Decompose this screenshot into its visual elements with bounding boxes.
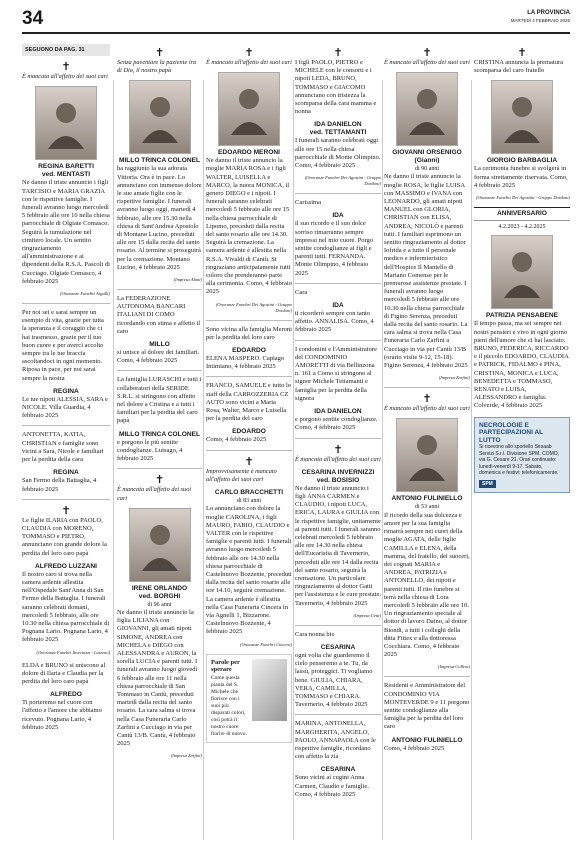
advertisement-box [474, 417, 570, 494]
divider [206, 450, 292, 451]
person-icon [46, 97, 86, 149]
divider [117, 468, 202, 469]
funeral-agency: (Impresa Colliva) [438, 664, 470, 670]
deceased-name: CARLO BRACCHETTI [214, 489, 284, 497]
deceased-name: REGINA [53, 469, 79, 477]
deceased-name: IRENE ORLANDO [131, 584, 188, 592]
divider [295, 283, 381, 284]
poem-content [211, 659, 248, 738]
ad-text: Si ricevono allo sportello Sesaab Servizi S.r.l. Divisione SPM. COMO, via G. Cesare 21. Orari continuato: lunedì-venerdì 9-17. Sabato, domenica e festivi: telefonicamente. [479, 444, 560, 477]
notice-signature: Como, 4 febbraio 2025 [206, 436, 267, 444]
cross-icon: ✝ [61, 60, 71, 74]
cross-icon: ✝ [333, 442, 343, 456]
deceased-name: ALFREDO [50, 691, 82, 699]
notice-signature: Ti porteremo nel cuore con l'affetto e l'amore che abbiamo ricevuto. Pognana Lario, 4 febbraio 2025 [22, 699, 102, 731]
poem-title: Parole per sperare [211, 658, 240, 673]
divider [117, 289, 202, 290]
continued-banner: SEGUONO DA PAG. 31 [22, 44, 110, 56]
anniversary-dates: 4.2.2023 - 4.2.2025 [498, 224, 546, 231]
cross-icon: ✝ [154, 46, 165, 59]
funeral-agency: (Onoranze Funebri Cincera) [240, 641, 292, 647]
column-divider [471, 80, 472, 840]
notice-text: Il tempo passa, ma sei sempre nei nostri pensieri e vivo in ogni giorno pieni dell'amore che ci hai lasciato. BRUNO, FEDERICA, RICCARDO e il piccolo EDOARDO, CLAUDIA e PATRICK, FIDALMO e PINA, CRISTINA, MONICA e LUCA, BENEDETTA e TOMMASO, RENATO e LUISA, ALESSANDRO e famiglia. Colverde, 4 febbraio 2025 [474, 320, 569, 410]
deceased-age: di 96 anni [147, 601, 172, 608]
column-6 [474, 44, 570, 844]
notice-intro: È mancato all'affetto dei suoi cari [384, 405, 470, 413]
funeral-agency: (Impresa Zarfini) [438, 375, 470, 381]
header-rule [22, 32, 570, 34]
divider [295, 625, 381, 626]
deceased-name: REGINA [53, 387, 79, 395]
cross-icon: ✝ [154, 473, 165, 487]
deceased-name: GIOVANNI ORSENIGO [392, 149, 462, 157]
notice-intro: È mancato all'affetto dei suoi cari [206, 59, 292, 66]
notice-text: I condomini e l'Amministratore del CONDOMINIO AMORETTI di via Bellinzona n. 161 a Como si stringono al signor Michele Tettamanti e famiglia per la perdita della signora [295, 345, 377, 402]
issue-date: MARTEDÌ 4 FEBBRAIO 2025 [510, 18, 570, 23]
divider [384, 387, 470, 388]
cross-icon: ✝ [244, 454, 254, 468]
divider [22, 303, 110, 304]
notice-signature: Le tue nipoti ALESSIA, SARA e NICOLE. Villa Guardia, 4 febbraio 2025 [22, 395, 108, 420]
funeral-agency: (Onoranze Funebri Argalli) [60, 291, 110, 297]
notice-text: La famiglia LURASCHI e tutti i collaboratori della SERIDE S.R.L. si stringono con affetto nel dolore a Cristina e a tutti i familiari per la perdita del caro papà [117, 376, 202, 425]
person-icon [140, 91, 180, 143]
column-2 [117, 44, 202, 844]
deceased-name: CESARINA [320, 643, 356, 651]
column-divider [293, 80, 294, 840]
poem-text: Come questa pianta del S. Michele che fiorisce con i suoi più disparati colori, così potrà il nostro cuore fiorire di nuovo. [211, 674, 247, 737]
cross-icon: ✝ [244, 46, 254, 59]
notice-text: il suo ricordo e il suo dolce sorriso rimarranno sempre impressi nel mio cuore. Porgo sentite condoglianze ai figli e parenti tutti. FERNANDA. Monte Olimpino, 4 febbraio 2025 [295, 220, 374, 277]
anniversary-heading: ANNIVERSARIO [474, 207, 570, 221]
deceased-age: di 53 anni [415, 504, 439, 511]
funeral-agency: (Impresa Alani) [173, 277, 202, 283]
column-4 [295, 44, 381, 844]
deceased-name: ALFREDO LUZZANI [35, 562, 97, 570]
person-icon [502, 91, 542, 143]
notice-text: Residenti e Amministratore del CONDOMINIO VIA MONTEVERDE 9 e 11 porgono sentite condoglianze alla famiglia per la perdita del loro caro [384, 682, 470, 731]
cross-icon: ✝ [517, 46, 527, 59]
deceased-name: EDOARDO [232, 347, 266, 355]
funeral-agency: (Impresa Cetti) [353, 612, 381, 618]
deceased-name: MILLO TRINCA COLONEL [118, 430, 201, 438]
divider [22, 425, 110, 426]
notice-text: CRISTINA annuncia la prematura scomparsa del caro fratello [474, 59, 563, 75]
column-3 [206, 44, 292, 844]
deceased-name: EDOARDO [232, 428, 266, 436]
person-icon [229, 83, 269, 135]
cross-icon: ✝ [333, 46, 343, 59]
divider [206, 320, 292, 321]
notice-text: La cerimonia funebre si svolgerà in forma strettamente riservata. Como, 4 febbraio 2025 [474, 165, 568, 189]
deceased-age: di 90 anni [415, 166, 439, 173]
cross-icon: ✝ [422, 392, 432, 406]
deceased-nickname: (Gianni) [414, 157, 440, 165]
deceased-name: REGINA BARETTI [38, 163, 94, 171]
divider [384, 676, 470, 677]
notice-intro: È mancato all'affetto dei suoi cari [384, 59, 470, 66]
notice-text: Il nostro caro si trova nella camera ardente allestita nell'Ospedale Sant'Anna di San Fermo della Battaglia. I funerali saranno celebrati domani, mercoledì 5 febbraio, alle ore 10.30 nella chiesa parrocchiale di Pognana Lario. Pognana Lario, 4 febbraio 2025 [22, 570, 110, 644]
divider [295, 193, 381, 194]
funeral-agency: (Onoranze Funebri Dei Agostini - Gruppo Dordoni) [476, 195, 570, 201]
notice-signature: Sono vicini ai cugini Anna Carmen, Claudio e famiglie. Como, 4 febbraio 2025 [295, 774, 369, 798]
deceased-name: ANTONIO FULINIELLO [391, 495, 463, 503]
divider [22, 499, 110, 500]
notice-text: FRANCO, SAMUELE e tutto lo staff della CARROZZERIA CZ AUTO sono vicini a Maria Rosa, Walter, Marco e Luisella per la perdita del caro [206, 382, 292, 423]
deceased-name: IDA DANIELON [314, 408, 362, 416]
funeral-agency: (Onoranze Funebri Invernizzi - Lezzeno) [36, 649, 110, 655]
notice-text: La FEDERAZIONE AUTONOMA BANCARI ITALIANI DI COMO ricordando con stima e affetto il caro [117, 295, 201, 335]
notice-text: Per noi sei e sarai sempre un esempio di vita, grazie per tutta la speranza e il coraggio che ci hai trasmesso, grazie per il tuo buon cuore e per averci accolto sempre tra le tue braccia ascoltandoci in ogni momento. Riposa in pace, per noi sarai sempre la nostra [22, 309, 104, 382]
divider [295, 340, 381, 341]
person-icon [502, 246, 542, 298]
page-number: 34 [22, 8, 44, 29]
portrait-photo [396, 418, 458, 492]
deceased-name: IDA [332, 302, 344, 310]
notice-text: ti ricorderò sempre con tanto affetto. ANNALISA. Como, 4 febbraio 2025 [295, 310, 374, 334]
deceased-name: ANTONIO FULINIELLO [391, 736, 463, 744]
flower-image [252, 659, 287, 721]
deceased-age: di 83 anni [237, 498, 261, 505]
column-divider [113, 80, 114, 840]
divider [117, 370, 202, 371]
spm-logo: SPM [479, 480, 496, 489]
portrait-photo [35, 86, 97, 160]
deceased-name: EDOARDO MERONI [218, 149, 280, 157]
notice-opening: Cara nonna bis [295, 630, 334, 638]
person-icon [407, 83, 447, 135]
portrait-photo [491, 235, 553, 309]
deceased-name: CESARINA INVERNIZZI [301, 468, 375, 476]
notice-opening: Carissima [295, 199, 321, 207]
notice-text: Ne danno il triste annuncio la moglie MARIA ROSA e i figli WALTER, LUISELLA e MARCO, la nuora MONICA, il genero DIEGO e i nipoti. I funerali saranno celebrati mercoledì 5 febbraio alle ore 15 nella chiesa parrocchiale di Lipomo, preceduti dalla recita del santo rosario alle ore 14.30. Seguirà la cremazione. La camera ardente è allestita nella R.S.A. Vivaldi di Cantù. Si ringraziano anticipatamente tutti coloro che prenderanno parte alla cerimonia. Como, 4 febbraio 2025 [206, 157, 292, 296]
notice-text: I funerali saranno celebrati oggi alle ore 15 nella chiesa parrocchiale di Monte Olimpino. Como, 4 febbraio 2025 [295, 137, 381, 170]
divider [295, 438, 381, 439]
notice-text: ogni volta che guarderemo il cielo penseremo a te. Tu, da lassù, proteggici. Ti vogliamo bene. GIULIA, CHIARA, VERA, CAMILLA, TOMMASO e CHIARA. Tavernerio, 4 febbraio 2025 [295, 651, 373, 709]
notice-text: MARINA, ANTONELLA, MARGHERITA, ANGELO, PAOLO, ANNAPAOLA con le rispettive famiglie, ricordano con affetto la zia [295, 720, 376, 761]
ad-title: NECROLOGIE E PARTECIPAZIONI AL LUTTO [479, 421, 544, 444]
deceased-name: GIORGIO BARBAGLIA [486, 157, 558, 165]
person-icon [140, 519, 180, 571]
notice-signature: Como, 4 febbraio 2025 [384, 744, 445, 752]
notice-text: Il ricordo della sua dolcezza e amore per la sua famiglia rimarrà sempre nei cuori della moglie AGATA, delle figlie CAMILLA e ELENA, della mamma, del fratello, dei suoceri, dei cognati MARIA e ANDREA, PATRIZIA e ANTONELLO, dei nipoti e parenti tutti. Il rito funebre si terrà nella chiesa di Lora mercoledì 5 febbraio alle ore 10. Un ringraziamento speciale al dottor di lavoro Daino, al dottor Biondi, a tutti i colleghi della ditta Fittex e alla dottoressa Cocchiara. Como, 4 febbraio 2025 [384, 511, 470, 659]
divider [206, 376, 292, 377]
notice-text: I figli PAOLO, PIETRO e MICHELE con le consorti e i nipoti LEDA, BRUNO, TOMMASO e GIACOMO annunciano con tristezza la scomparsa della cara mamma e nonna [295, 59, 377, 116]
notice-text: ELDA e BRUNO si uniscono al dolore di Ilaria e Claudia per la perdita del loro caro papà [22, 661, 106, 685]
notice-intro: Improvvisamente è mancato all'affetto dei suoi cari [206, 467, 277, 483]
notice-text: Le figlie ILARIA con PAOLO, CLAUDIA con MORENO, TOMMASO e PIETRO, annunciano con grande dolore la perdita del loro caro papà [22, 516, 107, 557]
poem-box [206, 654, 292, 743]
column-1 [22, 44, 110, 844]
person-icon [407, 429, 447, 481]
cross-icon: ✝ [422, 46, 432, 59]
divider [295, 714, 381, 715]
funeral-agency: (Impresa Zarfini) [170, 753, 202, 759]
funeral-agency: (Onoranze Funebri Dei Agostini - Gruppo Dordoni) [215, 301, 292, 313]
funeral-agency: (Onoranze Funebri Dei Agostini - Gruppo Dordoni) [304, 175, 381, 187]
portrait-photo [129, 508, 191, 582]
deceased-married-name: ved. BORGHI [138, 592, 181, 600]
portrait-photo [396, 72, 458, 146]
portrait-photo [218, 72, 280, 146]
notice-intro: È mancata all'affetto dei suoi cari [295, 455, 381, 463]
notice-signature: e porgono le più sentite condoglianze. Luisago, 4 febbraio 2025 [117, 438, 183, 463]
notice-text: ANTONETTA, KATIA, CHRISTIAN e famiglie sono vicini a Sara, Nicole e familiari per la perdita della cara [22, 431, 104, 464]
column-5 [384, 44, 470, 844]
deceased-married-name: ved. MENTASTI [41, 171, 91, 179]
page-header [0, 0, 580, 40]
cross-icon: ✝ [61, 503, 71, 517]
notice-text: Sono vicina alla famiglia Meroni per la perdita del loro caro [206, 325, 292, 341]
notice-signature: si unisce al dolore dei familiari. Como, 4 febbraio 2025 [117, 349, 200, 365]
notice-intro: È mancata all'affetto dei suoi cari [117, 486, 192, 502]
notice-text: ha raggiunto la sua adorata Vittoria. Ora è in pace. Lo annunciano con immenso dolore le sue amate figlie con le rispettive famiglie. I funerali avranno luogo oggi, martedì 4 febbraio, alle ore 15.30 nella chiesa di Sant'Andrea Apostolo di Montano Lucino, preceduti alle ore 15 dalla recita del santo rosario. Al termine si proseguirà per la cremazione. Montano Lucino, 4 febbraio 2025 [117, 165, 202, 271]
deceased-name: CESARINA [320, 766, 356, 774]
deceased-name: PATRIZIA PENSABENE [485, 312, 559, 320]
deceased-name: IDA [332, 212, 344, 220]
notice-text: Lo annunciano con dolore la moglie CAROLINA, i figli MAURO, FABIO, CLAUDIO e VALTER con le rispettive famiglie e parenti tutti. I funerali avranno luogo mercoledì 5 febbraio alle ore 14.30 nella chiesa parrocchiale di Castelnuovo Bozzente, preceduti dalla recita del santo rosario alle ore 14.10, seguirà cremazione. La camera ardente è allestita nella Casa Funeraria Cincera in via Agnelli 1, Bizzarone. Castelnuovo Bozzente, 4 febbraio 2025 [206, 505, 292, 636]
portrait-photo [491, 80, 553, 154]
notice-text: Ne danno il triste annuncio la moglie ROSA, le figlie LUISA con MASSIMO e IVANA con LEONARDO, gli amati nipoti MANUEL con GLORIA, CHRISTIAN con ELISA, ANDREA, NICOLÒ e parenti tutti. I familiari esprimono un sentito ringraziamento al dottor Iofrida e a tutto il personale medico e infermieristico dell'Hospice Il Mantello di Mariano Comense per le premurose assistenze prestate. I funerali avranno luogo mercoledì 5 febbraio alle ore 10.30 nella chiesa parrocchiale di Figino Serenza, preceduti dalla recita del santo rosario. La cara salma si trova nella Casa Funeraria Carlo Zarfini a Cucciago in via per Cantù 13/B (orario visite 9-12, 15-18). Figino Serenza, 4 febbraio 2025 [384, 173, 468, 370]
notice-text: Ne danno il triste annuncio la figlia LILIANA con GIOVANNI, gli amati nipoti SIMONE, ANDREA con MICHELA e DIEGO con ALESSANDRA e AURON, la sorella LUCIA e parenti tutti. I funerali avranno luogo giovedì 6 febbraio alle ore 11 nella chiesa parrocchiale di San Tommaso in Cantù, preceduti martedì dalla recita del santo rosario. La cara salma si trova nella Casa Funeraria Carlo Zarfini a Cucciago in via per Cantù 13/B. Cantù, 4 febbraio 2025 [117, 608, 198, 748]
notice-text: Ne danno il triste annuncio i figli ANNA CARMEN e CLAUDIO, i nipoti LUCA, ERICA, LAURA e GIULIA con le rispettive famiglie, unitamente ai parenti tutti. I funerali saranno celebrati mercoledì 5 febbraio alle ore 14.30 nella chiesa dell'Eucaristia di Tavernerio, preceduti alle ore 14 dalla recita del santo rosario, seguirà la cremazione. Un particolare ringraziamento al dottor Gatti per l'assistenza e le cure prestate. Tavernerio, 4 febbraio 2025 [295, 484, 381, 607]
notice-intro: È mancata all'affetto dei suoi cari [22, 73, 108, 81]
deceased-name: IDA DANIELON [314, 121, 362, 129]
deceased-married-name: ved. BOSISIO [316, 476, 360, 484]
column-divider [382, 80, 383, 840]
deceased-name: MILLO TRINCA COLONEL [118, 157, 201, 165]
notice-opening: Cara [295, 288, 308, 296]
notice-intro: Senza paventare la paziente ira di Dio, il nostro papà [117, 59, 197, 75]
column-divider [203, 80, 204, 840]
notice-signature: San Fermo della Battaglia, 4 febbraio 2025 [22, 477, 97, 493]
notice-signature: e porgono sentite condoglianze. Como, 4 febbraio 2025 [295, 416, 378, 432]
masthead [511, 9, 570, 25]
notice-text: Ne danno il triste annuncio i figli TARCISIO e MARIA GRAZIA con le rispettive famiglie. I funerali avranno luogo mercoledì 5 febbraio alle ore 10 nella chiesa parrocchiale di Olgiate Comasco. Seguirà la tumulazione nel cimitero locale. Un sentito ringraziamento all'amministrazione e ai dipendenti della R.S.A. Pascoli di Cucciago. Olgiate Comasco, 4 febbraio 2025 [22, 179, 110, 285]
deceased-married-name: ved. TETTAMANTI [309, 129, 367, 137]
notice-signature: ELENA MASPERO. Capiago Intimiano, 4 febbraio 2025 [206, 355, 285, 371]
deceased-name: MILLO [149, 341, 170, 349]
brand-name: LA PROVINCIA [527, 10, 570, 16]
portrait-photo [129, 80, 191, 154]
